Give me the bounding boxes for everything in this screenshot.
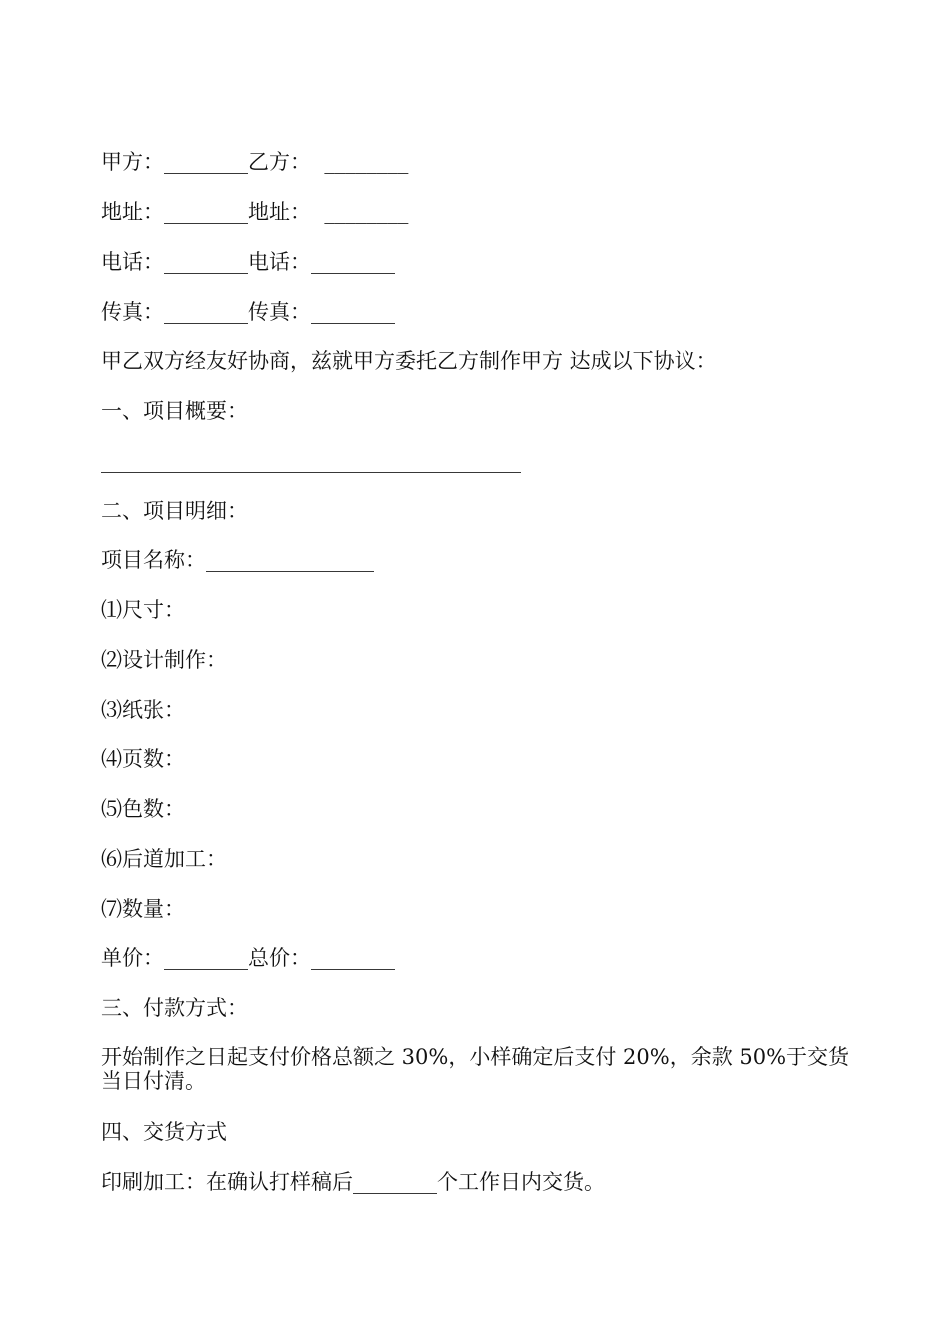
item-quantity: ⑺数量： — [101, 897, 185, 921]
item-paper: ⑶纸张： — [101, 698, 185, 722]
intro-paragraph: 甲乙双方经友好协商，兹就甲方委托乙方制作甲方 达成以下协议： — [101, 349, 717, 373]
section4-heading: 四、交货方式 — [101, 1120, 227, 1144]
section1-blank-line: ________________________________________ — [101, 449, 521, 473]
price-line: 单价：________总价：________ — [101, 946, 395, 970]
section3-heading: 三、付款方式： — [101, 996, 248, 1020]
project-name-line: 项目名称：________________ — [101, 548, 374, 572]
delivery-paragraph: 印刷加工：在确认打样稿后________个工作日内交货。 — [101, 1170, 605, 1194]
phone-line: 电话：________电话：________ — [101, 250, 395, 274]
item-colors: ⑸色数： — [101, 797, 185, 821]
section2-heading: 二、项目明细： — [101, 499, 248, 523]
fax-line: 传真：________传真：________ — [101, 300, 395, 324]
item-design: ⑵设计制作： — [101, 648, 227, 672]
item-size: ⑴尺寸： — [101, 598, 185, 622]
address-line: 地址：________地址： ________ — [101, 200, 409, 224]
section1-heading: 一、项目概要： — [101, 399, 248, 423]
party-line: 甲方：________乙方： ________ — [101, 150, 409, 174]
item-finishing: ⑹后道加工： — [101, 847, 227, 871]
item-pages: ⑷页数： — [101, 747, 185, 771]
payment-paragraph: 开始制作之日起支付价格总额之 30%，小样确定后支付 20%，余款 50%于交货当日付清。 — [101, 1045, 850, 1093]
